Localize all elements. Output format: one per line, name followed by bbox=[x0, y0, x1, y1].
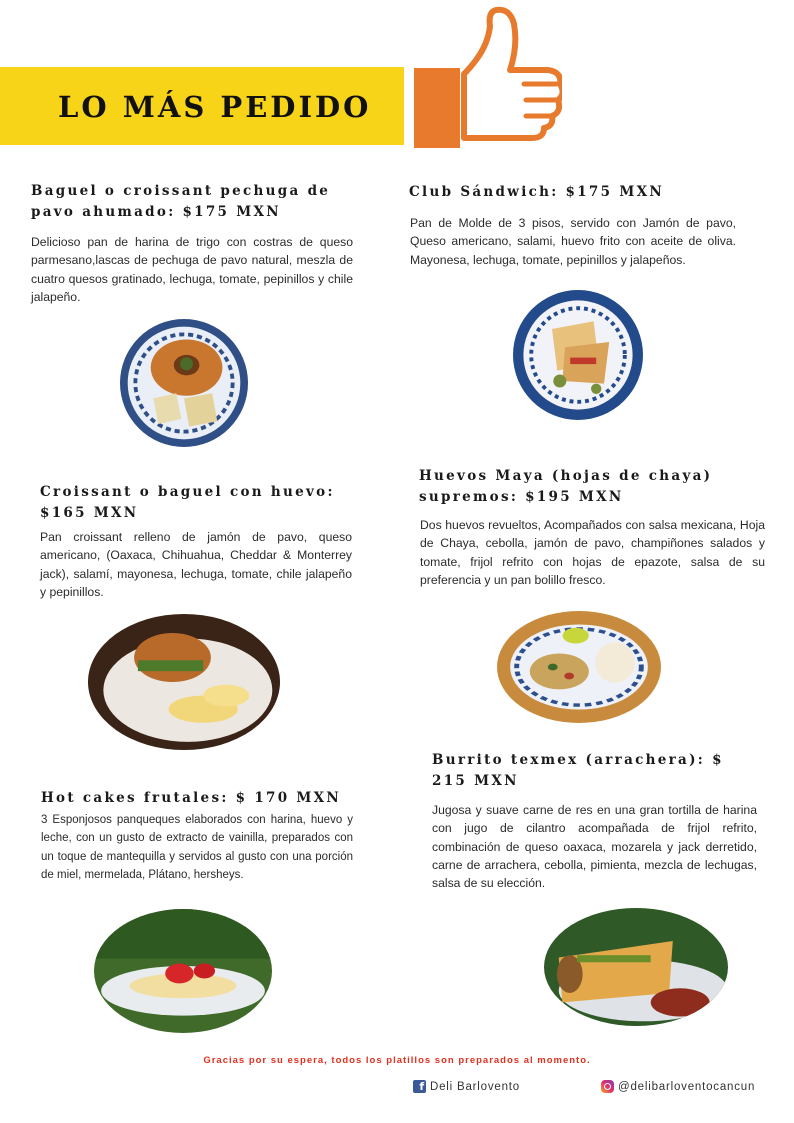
item-title: Hot cakes frutales: $ 170 MXN bbox=[41, 790, 342, 806]
bagel-photo bbox=[120, 319, 248, 447]
item-title: Club Sándwich: $175 MXN bbox=[409, 184, 664, 200]
item-description: Delicioso pan de harina de trigo con costras de queso parmesano,lascas de pechuga de pavo natural, meszla de cuatro quesos gratinado, lechuga, tomate, pepinillos y chile jalapeño. bbox=[31, 235, 353, 304]
hot-cakes-photo bbox=[94, 909, 272, 1033]
item-title: Croissant o baguel con huevo: $165 MXN bbox=[40, 484, 335, 521]
instagram-handle: @delibarloventocancun bbox=[618, 1080, 756, 1093]
croissant-egg-photo bbox=[88, 614, 280, 750]
item-title: Baguel o croissant pechuga de pavo ahumado: $175 MXN bbox=[31, 183, 331, 220]
burrito-photo bbox=[544, 908, 728, 1026]
facebook-name: Deli Barlovento bbox=[430, 1080, 520, 1093]
header-banner bbox=[0, 67, 404, 145]
facebook-link[interactable] bbox=[413, 1080, 520, 1093]
item-description: Dos huevos revueltos, Acompañados con salsa mexicana, Hoja de Chaya, cebolla, jamón de pavo, champiñones salados y tomate, frijol refrito con hojas de epazote, salsa de su preferencia y un pan bolillo fresco. bbox=[420, 518, 765, 587]
huevos-maya-photo bbox=[497, 611, 661, 723]
page-title: LO MÁS PEDIDO bbox=[58, 90, 372, 124]
item-description: Pan croissant relleno de jamón de pavo, queso americano, (Oaxaca, Chihuahua, Cheddar & Monterrey jack), salamí, mayonesa, lechuga, tomate, chile jalapeño y pepinillos. bbox=[40, 530, 352, 599]
item-description: Jugosa y suave carne de res en una gran tortilla de harina con jugo de cilantro acompañada de frijol refrito, combinación de queso oaxaca, mozarela y jack derretido, carne de arrachera, cebolla, pimienta, mezcla de lechugas, salsa de su elección. bbox=[432, 803, 757, 891]
facebook-icon: f bbox=[413, 1080, 426, 1093]
item-description: Pan de Molde de 3 pisos, servido con Jamón de pavo, Queso americano, salami, huevo frito con aceite de oliva. Mayonesa, lechuga, tomate, pepinillos y jalapeños. bbox=[410, 216, 736, 267]
item-title: Huevos Maya (hojas de chaya) supremos: $195 MXN bbox=[419, 468, 713, 505]
instagram-icon bbox=[601, 1080, 614, 1093]
footer-note: Gracias por su espera, todos los platillos son preparados al momento. bbox=[203, 1055, 591, 1066]
instagram-link[interactable] bbox=[601, 1080, 755, 1093]
club-sandwich-photo bbox=[513, 290, 643, 420]
item-description: 3 Esponjosos panqueques elaborados con harina, huevo y leche, con un gusto de extracto de vainilla, preparados con un toque de mantequilla y servidos al gusto con una porción de miel, mermelada, Plátano, hersheys. bbox=[41, 814, 353, 881]
item-title: Burrito texmex (arrachera): $ 215 MXN bbox=[432, 752, 724, 789]
thumbs-up-icon bbox=[404, 4, 562, 150]
